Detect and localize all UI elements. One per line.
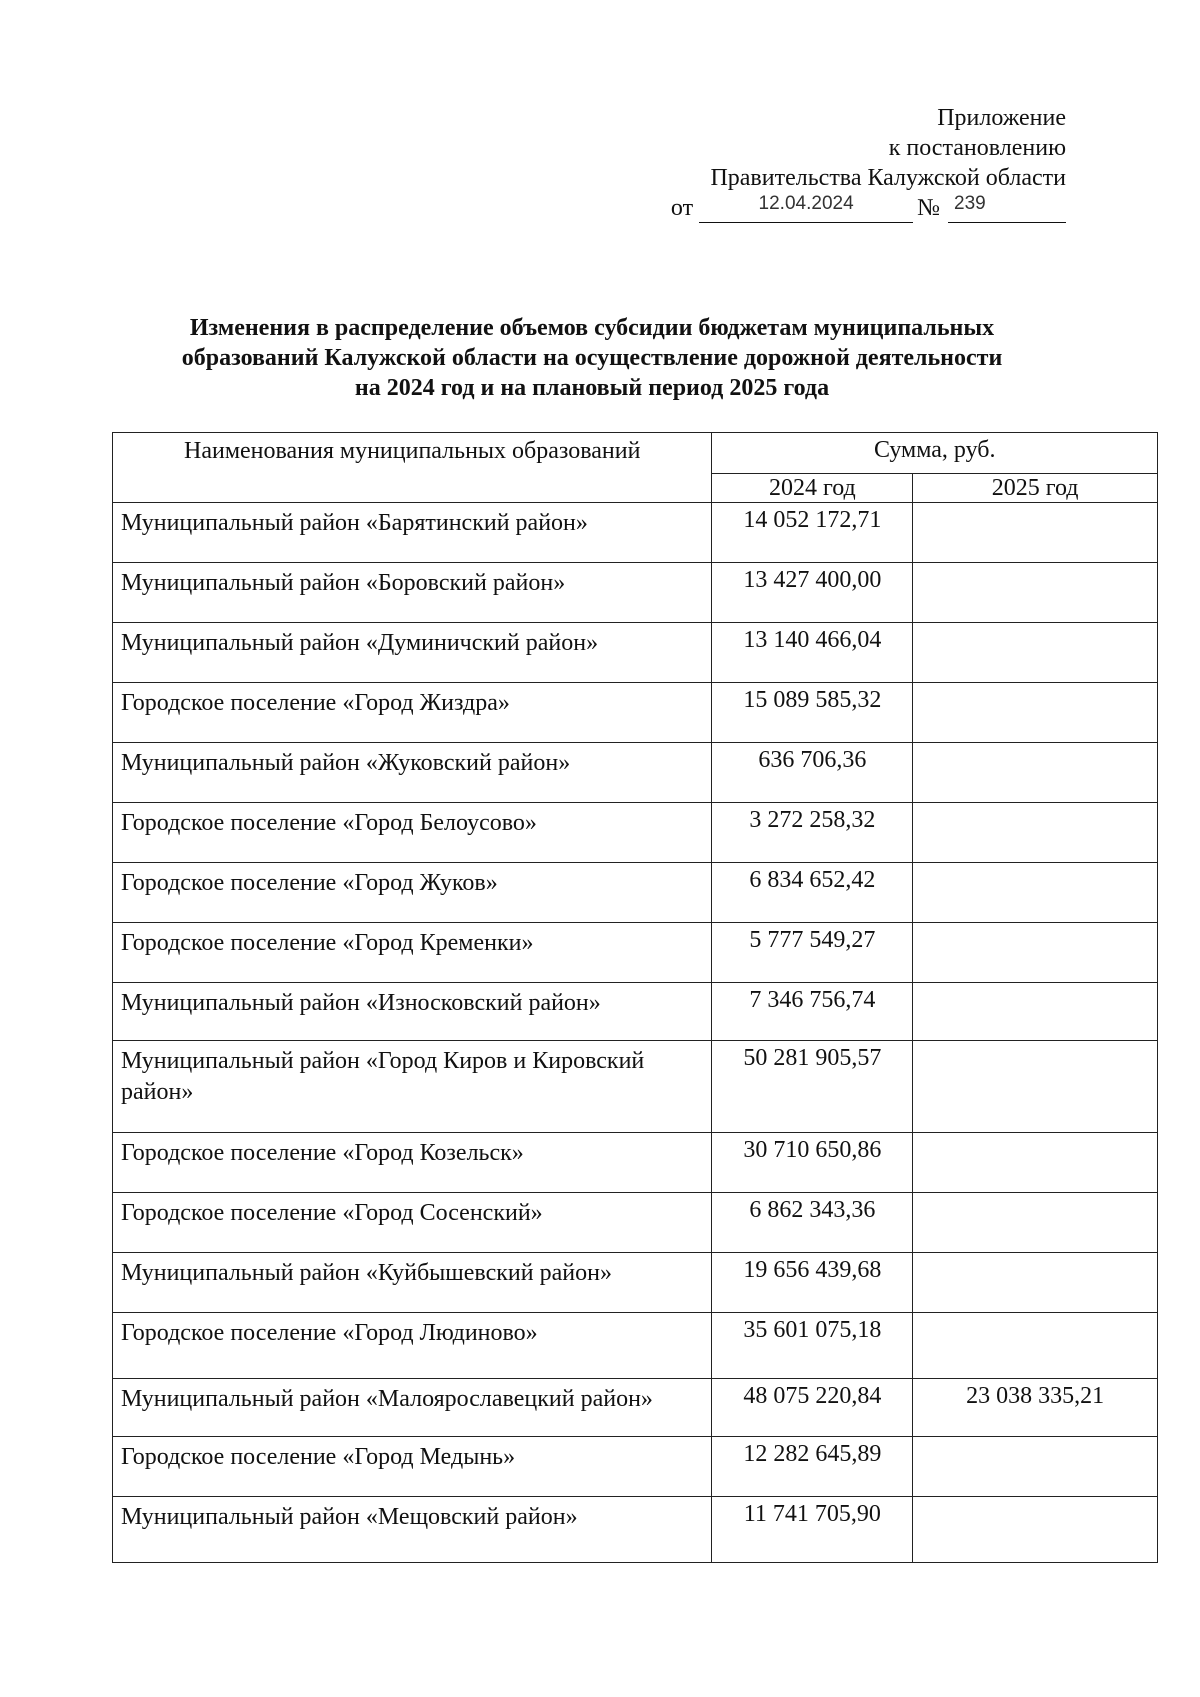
appendix-reference-line — [671, 193, 1066, 223]
municipality-name: Городское поселение «Город Жуков» — [113, 863, 712, 923]
amount-2025 — [913, 563, 1158, 623]
amount-2024: 50 281 905,57 — [712, 1041, 913, 1133]
header-year-2025: 2025 год — [913, 474, 1158, 503]
table-row — [113, 1041, 1158, 1133]
title-line-2: образований Калужской области на осуществление дорожной деятельности — [181, 345, 1003, 371]
amount-2024: 636 706,36 — [712, 743, 913, 803]
appendix-resolution-label: к постановлению — [888, 135, 1066, 161]
municipality-name: Городское поселение «Город Кременки» — [113, 923, 712, 983]
amount-2025 — [913, 923, 1158, 983]
amount-2024: 35 601 075,18 — [712, 1313, 913, 1379]
amount-2024: 14 052 172,71 — [712, 503, 913, 563]
number-sign: № — [917, 195, 940, 221]
table-row — [113, 983, 1158, 1041]
table-row — [113, 1497, 1158, 1563]
amount-2024: 7 346 756,74 — [712, 983, 913, 1041]
amount-2024: 12 282 645,89 — [712, 1437, 913, 1497]
municipality-name: Городское поселение «Город Козельск» — [113, 1133, 712, 1193]
municipality-name: Муниципальный район «Город Киров и Кировский район» — [113, 1041, 712, 1133]
table-row — [113, 1437, 1158, 1497]
municipality-name: Муниципальный район «Мещовский район» — [113, 1497, 712, 1563]
table-row — [113, 1253, 1158, 1313]
table-row — [113, 563, 1158, 623]
amount-2024: 13 140 466,04 — [712, 623, 913, 683]
table-row — [113, 863, 1158, 923]
municipality-name: Муниципальный район «Малоярославецкий район» — [113, 1379, 712, 1437]
amount-2025: 23 038 335,21 — [913, 1379, 1158, 1437]
municipality-name: Городское поселение «Город Медынь» — [113, 1437, 712, 1497]
table-row — [113, 503, 1158, 563]
amount-2025 — [913, 803, 1158, 863]
amount-2025 — [913, 863, 1158, 923]
table-row — [113, 1379, 1158, 1437]
table-row — [113, 683, 1158, 743]
municipality-name: Городское поселение «Город Сосенский» — [113, 1193, 712, 1253]
amount-2025 — [913, 1437, 1158, 1497]
amount-2024: 30 710 650,86 — [712, 1133, 913, 1193]
subsidy-table — [112, 432, 1158, 1563]
municipality-name: Городское поселение «Город Белоусово» — [113, 803, 712, 863]
amount-2025 — [913, 1193, 1158, 1253]
amount-2025 — [913, 503, 1158, 563]
amount-2025 — [913, 1497, 1158, 1563]
amount-2024: 3 272 258,32 — [712, 803, 913, 863]
amount-2025 — [913, 1133, 1158, 1193]
table-row — [113, 923, 1158, 983]
amount-2025 — [913, 683, 1158, 743]
appendix-label: Приложение — [937, 105, 1066, 131]
amount-2024: 19 656 439,68 — [712, 1253, 913, 1313]
municipality-name: Муниципальный район «Боровский район» — [113, 563, 712, 623]
amount-2024: 5 777 549,27 — [712, 923, 913, 983]
municipality-name: Городское поселение «Город Людиново» — [113, 1313, 712, 1379]
amount-2024: 6 834 652,42 — [712, 863, 913, 923]
amount-2025 — [913, 1253, 1158, 1313]
municipality-name: Муниципальный район «Износковский район» — [113, 983, 712, 1041]
amount-2025 — [913, 1041, 1158, 1133]
header-municipality-name: Наименования муниципальных образований — [113, 433, 712, 503]
municipality-name: Муниципальный район «Куйбышевский район» — [113, 1253, 712, 1313]
amount-2025 — [913, 743, 1158, 803]
appendix-block — [671, 103, 1066, 223]
municipality-name: Муниципальный район «Думиничский район» — [113, 623, 712, 683]
amount-2025 — [913, 983, 1158, 1041]
title-line-3: на 2024 год и на плановый период 2025 года — [354, 375, 830, 401]
title-line-1: Изменения в распределение объемов субсидии бюджетам муниципальных — [189, 315, 995, 341]
number-field — [948, 193, 1066, 223]
table-row — [113, 1313, 1158, 1379]
header-year-2024: 2024 год — [712, 474, 913, 503]
amount-2024: 13 427 400,00 — [712, 563, 913, 623]
amount-2025 — [913, 623, 1158, 683]
document-title — [112, 313, 1072, 403]
date-value: 12.04.2024 — [758, 193, 854, 214]
municipality-name: Городское поселение «Город Жиздра» — [113, 683, 712, 743]
table-row — [113, 1133, 1158, 1193]
from-label: от — [670, 195, 694, 221]
municipality-name: Муниципальный район «Жуковский район» — [113, 743, 712, 803]
amount-2024: 11 741 705,90 — [712, 1497, 913, 1563]
amount-2024: 48 075 220,84 — [712, 1379, 913, 1437]
appendix-government-label: Правительства Калужской области — [710, 165, 1066, 191]
table-row — [113, 803, 1158, 863]
date-field — [699, 193, 913, 223]
municipality-name: Муниципальный район «Барятинский район» — [113, 503, 712, 563]
header-sum: Сумма, руб. — [712, 433, 1158, 474]
amount-2024: 15 089 585,32 — [712, 683, 913, 743]
table-row — [113, 1193, 1158, 1253]
amount-2025 — [913, 1313, 1158, 1379]
table-row — [113, 623, 1158, 683]
amount-2024: 6 862 343,36 — [712, 1193, 913, 1253]
number-value: 239 — [954, 193, 986, 214]
table-row — [113, 743, 1158, 803]
